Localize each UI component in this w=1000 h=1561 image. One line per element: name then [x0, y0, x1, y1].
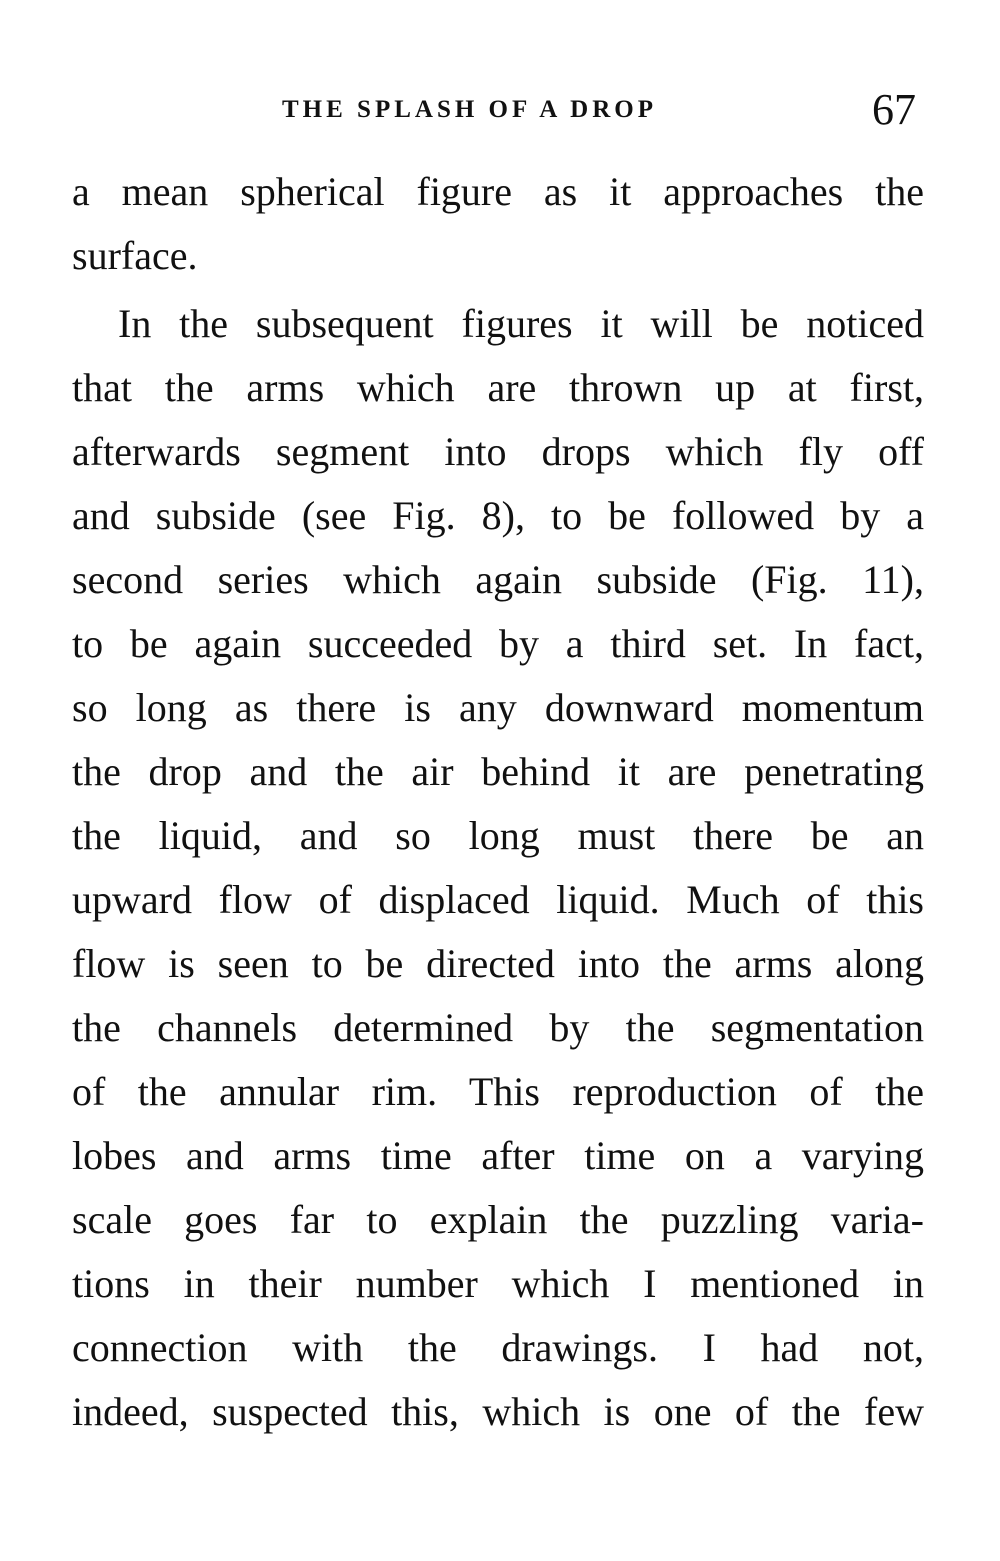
paragraph-start-line: In the subsequent figures it will be noticed [118, 301, 924, 346]
text-line: second series which again subside (Fig. 11), [72, 557, 924, 602]
text-line: upward flow of displaced liquid. Much of this [72, 877, 924, 922]
text-line: flow is seen to be directed into the arms along [72, 941, 924, 986]
text-line: indeed, suspected this, which is one of the few [72, 1389, 924, 1434]
text-line: the drop and the air behind it are penetrating [72, 749, 924, 794]
text-line: to be again succeeded by a third set. In fact, [72, 621, 924, 666]
text-line: surface. [72, 233, 198, 278]
running-header [0, 85, 1000, 138]
running-title: THE SPLASH OF A DROP [282, 96, 657, 123]
text-line: so long as there is any downward momentum [72, 685, 924, 730]
text-line: lobes and arms time after time on a varying [72, 1133, 924, 1178]
text-line: connection with the drawings. I had not, [72, 1325, 924, 1370]
page-number: 67 [872, 85, 916, 134]
text-line: a mean spherical figure as it approaches the [72, 169, 924, 214]
text-line: scale goes far to explain the puzzling varia- [72, 1197, 924, 1242]
text-line: afterwards segment into drops which fly off [72, 429, 924, 474]
text-line: of the annular rim. This reproduction of the [72, 1069, 924, 1114]
text-line: the liquid, and so long must there be an [72, 813, 924, 858]
text-line: that the arms which are thrown up at first, [72, 365, 924, 410]
text-line: and subside (see Fig. 8), to be followed by a [72, 493, 924, 538]
text-line: tions in their number which I mentioned in [72, 1261, 924, 1306]
text-line: the channels determined by the segmentation [72, 1005, 924, 1050]
